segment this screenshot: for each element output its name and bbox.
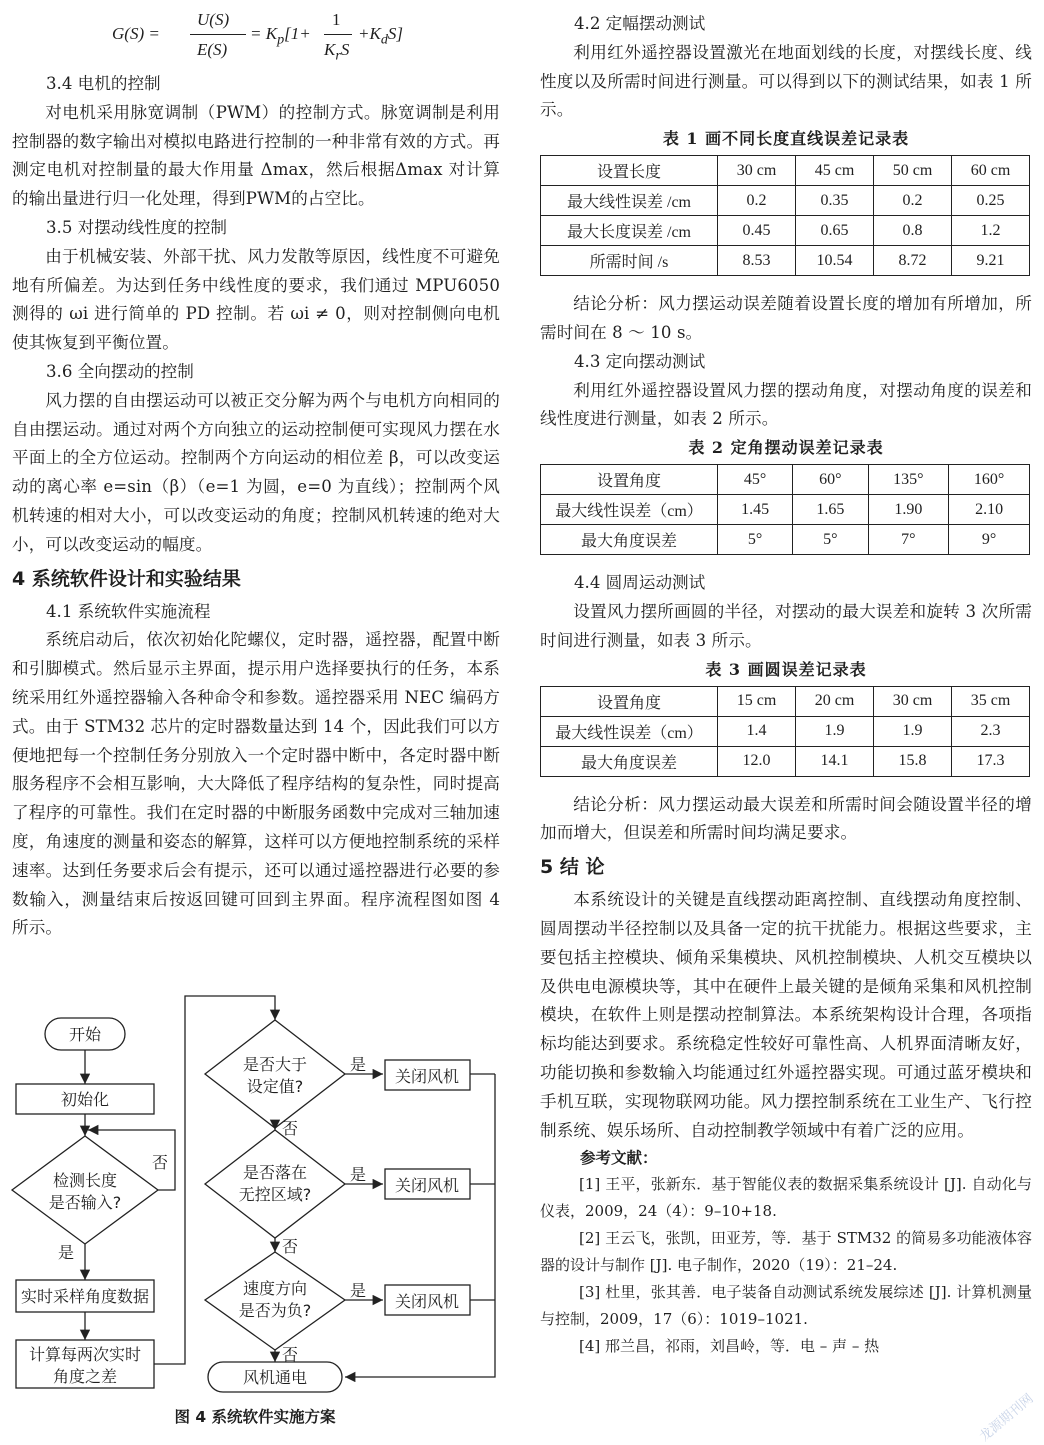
right-column xyxy=(540,0,1032,1360)
fraction-bar xyxy=(190,34,246,35)
flow-check-label-1: 检测长度 xyxy=(52,1171,118,1190)
table-cell: 0.8 xyxy=(874,216,952,246)
table-row xyxy=(541,746,1030,776)
section-4-4-title: 4.4 圆周运动测试 xyxy=(574,573,706,593)
table-cell: 12.0 xyxy=(718,746,796,776)
flow-d1-label-1: 是否大于 xyxy=(242,1055,308,1074)
section-4-title: 4 系统软件设计和实验结果 xyxy=(12,567,241,590)
formula-den: E(S) xyxy=(197,40,228,59)
table-cell: 1.9 xyxy=(874,716,952,746)
section-3-5-title: 3.5 对摆动线性度的控制 xyxy=(46,217,228,237)
flow-d2-label-2: 无控区域? xyxy=(238,1185,312,1204)
table-3 xyxy=(540,686,1030,777)
table-cell: 1.65 xyxy=(793,495,868,525)
flow-off-label-1: 关闭风机 xyxy=(394,1067,460,1086)
table-cell: 30 cm xyxy=(874,686,952,716)
fraction-bar-2 xyxy=(324,34,352,35)
table-cell: 1.4 xyxy=(718,716,796,746)
flow-check-node xyxy=(12,1136,158,1244)
flow-sample-label: 实时采样角度数据 xyxy=(20,1287,150,1306)
flow-off-label-3: 关闭风机 xyxy=(394,1292,460,1311)
formula-rhs-a: = $K_p[1+$ xyxy=(250,24,311,48)
flow-no-label-3: 否 xyxy=(281,1345,299,1364)
table-cell: 1.90 xyxy=(868,495,949,525)
table-3-conclusion: 结论分析：风力摆运动最大误差和所需时间会随设置半径的增加而增大，但误差和所需时间均满足要求。 xyxy=(540,794,1032,843)
table-cell: 50 cm xyxy=(874,156,952,186)
flow-off-label-2: 关闭风机 xyxy=(394,1176,460,1195)
table-cell: 2.3 xyxy=(952,716,1030,746)
section-3-6-text: 风力摆的自由摆运动可以被正交分解为两个与电机方向相同的自由摆运动。通过对两个方向独立的运动控制便可实现风力摆在水平面上的全方位运动。控制两个方向运动的相位差 β，可以改变运动的离心率 e=sin（β）（e=1 为圆，e=0 为直线）；控制两个风机转速的相对大小，可以改变运动的角度；控制风机转速的绝对大小，可以改变运动的幅度。 xyxy=(12,390,500,554)
table-cell: 7° xyxy=(868,525,949,555)
table-row xyxy=(541,216,1030,246)
transfer-function-formula xyxy=(12,0,500,70)
table-cell: 0.65 xyxy=(796,216,874,246)
section-3-5-text: 由于机械安装、外部干扰、风力发散等原因，线性度不可避免地有所偏差。为达到任务中线性度的要求，我们通过 MPU6050 测得的 ωi 进行简单的 PD 控制。若 ωi ≠ 0，则对控制侧向电机使其恢复到平衡位置。 xyxy=(12,246,500,353)
table-row xyxy=(541,465,1030,495)
table-row-header: 最大角度误差 xyxy=(541,525,718,555)
section-5-title: 5 结 论 xyxy=(540,856,605,879)
table-1-caption: 表 1 画不同长度直线误差记录表 xyxy=(662,129,910,149)
table-row xyxy=(541,186,1030,216)
table-cell: 5° xyxy=(793,525,868,555)
table-cell: 0.2 xyxy=(718,186,796,216)
references-list xyxy=(540,1171,1032,1360)
table-cell: 14.1 xyxy=(796,746,874,776)
table-cell: 15 cm xyxy=(718,686,796,716)
table-row xyxy=(541,716,1030,746)
table-row-header: 最大线性误差（cm） xyxy=(541,716,718,746)
table-row-header: 所需时间 /s xyxy=(541,246,718,276)
section-3-6-title: 3.6 全向摆动的控制 xyxy=(46,361,194,381)
flow-d1-label-2: 设定值? xyxy=(246,1077,304,1096)
section-3-4-text: 对电机采用脉宽调制（PWM）的控制方式。脉宽调制是利用控制器的数字输出对模拟电路进行控制的一种非常有效的方式。再测定电机对控制量的最大作用量 Δmax，然后根据Δmax 对计算的输出量进行归一化处理，得到PWM的占空比。 xyxy=(12,102,500,209)
table-cell: 15.8 xyxy=(874,746,952,776)
table-cell: 135° xyxy=(868,465,949,495)
flow-start-label: 开始 xyxy=(68,1025,102,1044)
table-cell: 9° xyxy=(949,525,1030,555)
table-cell: 20 cm xyxy=(796,686,874,716)
table-cell: 17.3 xyxy=(952,746,1030,776)
table-row-header: 设置角度 xyxy=(541,465,718,495)
table-row xyxy=(541,246,1030,276)
section-4-2-text: 利用红外遥控器设置激光在地面划线的长度，对摆线长度、线性度以及所需时间进行测量。可以得到以下的测试结果，如表 1 所示。 xyxy=(540,42,1032,120)
flow-calc-label-2: 角度之差 xyxy=(52,1367,118,1386)
section-4-2-title: 4.2 定幅摆动测试 xyxy=(574,14,706,33)
table-cell: 0.45 xyxy=(718,216,796,246)
table-cell: 0.2 xyxy=(874,186,952,216)
figure-4-caption: 图 4 系统软件实施方案 xyxy=(174,1408,336,1426)
formula-rhs-b: $+K_dS$] xyxy=(358,24,404,48)
section-4-4-text: 设置风力摆所画圆的半径，对摆动的最大误差和旋转 3 次所需时间进行测量，如表 3 所示。 xyxy=(540,601,1032,650)
flow-yes-label-1: 是 xyxy=(349,1055,367,1074)
flow-d3-label-1: 速度方向 xyxy=(242,1279,308,1298)
formula-lhs: G(S) = xyxy=(112,24,160,43)
table-row-header: 最大长度误差 /cm xyxy=(541,216,718,246)
table-cell: 8.53 xyxy=(718,246,796,276)
table-2-caption: 表 2 定角摆动误差记录表 xyxy=(688,438,884,458)
table-cell: 45° xyxy=(718,465,793,495)
flow-check-label-2: 是否输入? xyxy=(48,1193,122,1212)
table-cell: 0.25 xyxy=(952,186,1030,216)
flow-decision-2 xyxy=(205,1130,345,1238)
reference-item: [1] 王平，张新东．基于智能仪表的数据采集系统设计 [J]. 自动化与仪表，2009，24（4）：9–10+18. xyxy=(540,1175,1032,1221)
flow-power-label: 风机通电 xyxy=(242,1368,308,1387)
table-cell: 1.2 xyxy=(952,216,1030,246)
table-row xyxy=(541,156,1030,186)
table-row xyxy=(541,686,1030,716)
table-cell: 2.10 xyxy=(949,495,1030,525)
table-row-header: 最大线性误差 /cm xyxy=(541,186,718,216)
table-cell: 8.72 xyxy=(874,246,952,276)
table-row xyxy=(541,495,1030,525)
table-row-header: 最大角度误差 xyxy=(541,746,718,776)
table-cell: 60° xyxy=(793,465,868,495)
section-4-1-title: 4.1 系统软件实施流程 xyxy=(46,601,211,621)
flow-yes-label-check: 是 xyxy=(57,1243,75,1262)
table-cell: 60 cm xyxy=(952,156,1030,186)
reference-item: [2] 王云飞，张凯，田亚芳，等．基于 STM32 的简易多功能液体容器的设计与制作 [J]. 电子制作，2020（19）：21–24. xyxy=(540,1229,1032,1275)
table-1-conclusion: 结论分析：风力摆运动误差随着设置长度的增加有所增加，所需时间在 8 ～ 10 s。 xyxy=(540,294,1032,342)
section-3-4-title: 3.4 电机的控制 xyxy=(46,74,161,93)
table-cell: 5° xyxy=(718,525,793,555)
watermark-logo: 龙源期刊网 xyxy=(977,1391,1037,1445)
table-cell: 9.21 xyxy=(952,246,1030,276)
table-cell: 1.45 xyxy=(718,495,793,525)
flow-init-label: 初始化 xyxy=(60,1090,110,1109)
reference-item: [4] 邢兰昌，祁雨，刘昌岭，等．电 – 声 – 热 xyxy=(579,1337,880,1356)
table-cell: 45 cm xyxy=(796,156,874,186)
flow-d3-label-2: 是否为负? xyxy=(238,1301,312,1320)
formula-one: 1 xyxy=(332,10,341,29)
table-row-header: 设置角度 xyxy=(541,686,718,716)
formula-num: U(S) xyxy=(197,10,230,29)
flow-yes-label-3: 是 xyxy=(349,1281,367,1300)
table-cell: 160° xyxy=(949,465,1030,495)
table-cell: 0.35 xyxy=(796,186,874,216)
flow-no-label-1: 否 xyxy=(281,1119,299,1138)
flow-d2-label-1: 是否落在 xyxy=(242,1163,308,1182)
table-1 xyxy=(540,155,1030,276)
references-title: 参考文献： xyxy=(580,1148,658,1168)
section-4-3-text: 利用红外遥控器设置风力摆的摆动角度，对摆动角度的误差和线性度进行测量，如表 2 所示。 xyxy=(540,380,1032,429)
flow-no-label-2: 否 xyxy=(281,1237,299,1256)
formula-kr: $K_rS$ xyxy=(324,40,350,64)
table-cell: 30 cm xyxy=(718,156,796,186)
reference-item: [3] 杜里，张其善．电子装备自动测试系统发展综述 [J]. 计算机测量与控制，2009，17（6）：1019–1021. xyxy=(540,1283,1032,1329)
table-cell: 10.54 xyxy=(796,246,874,276)
flow-calc-label-1: 计算每两次实时 xyxy=(28,1345,142,1364)
table-row-header: 设置长度 xyxy=(541,156,718,186)
table-3-caption: 表 3 画圆误差记录表 xyxy=(705,659,867,679)
flow-yes-label-2: 是 xyxy=(349,1165,367,1184)
table-row-header: 最大线性误差（cm） xyxy=(541,495,718,525)
left-column xyxy=(12,0,500,943)
table-cell: 35 cm xyxy=(952,686,1030,716)
table-2 xyxy=(540,464,1030,555)
section-4-1-text: 系统启动后，依次初始化陀螺仪，定时器，遥控器，配置中断和引脚模式。然后显示主界面，提示用户选择要执行的任务，本系统采用红外遥控器输入各种命令和参数。遥控器采用 NEC 编码方式。由于 STM32 芯片的定时器数量达到 14 个，因此我们可以方便地把每一个控制任务分别放入一个定时器中断中，各定时器中断服务程序不会相互影响，大大降低了程序结构的复杂性，同时提高了程序的可靠性。我们在定时器的中断服务函数中完成对三轴加速度，角速度的测量和姿态的解算，这样可以方便地控制系统的采样速率。达到任务要求后会有提示，还可以通过遥控器进行必要的参数输入，测量结束后按返回键可回到主界面。程序流程图如图 4 所示。 xyxy=(12,630,500,938)
flow-decision-1 xyxy=(205,1020,345,1128)
section-5-text: 本系统设计的关键是直线摆动距离控制、直线摆动角度控制、圆周摆动半径控制以及具备一定的抗干扰能力。根据这些要求，主要包括主控模块、倾角采集模块、风机控制模块、人机交互模块以及供电电源模块等，其中在硬件上最关键的是倾角采集和风机控制模块，在软件上则是摆动控制算法。本系统架构设计合理，各项指标均能达到要求。系统稳定性较好可靠性高、人机界面清晰友好，功能切换和参数输入均能通过红外遥控器实现。可通过蓝牙模块和手机互联，实现物联网功能。风力摆控制系统在工业生产、飞行控制系统、娱乐场所、自动控制教学领域中有着广泛的应用。 xyxy=(540,890,1032,1140)
software-flowchart xyxy=(0,990,510,1434)
flow-no-label-check: 否 xyxy=(151,1153,169,1172)
table-row xyxy=(541,525,1030,555)
table-cell: 1.9 xyxy=(796,716,874,746)
section-4-3-title: 4.3 定向摆动测试 xyxy=(574,351,706,371)
